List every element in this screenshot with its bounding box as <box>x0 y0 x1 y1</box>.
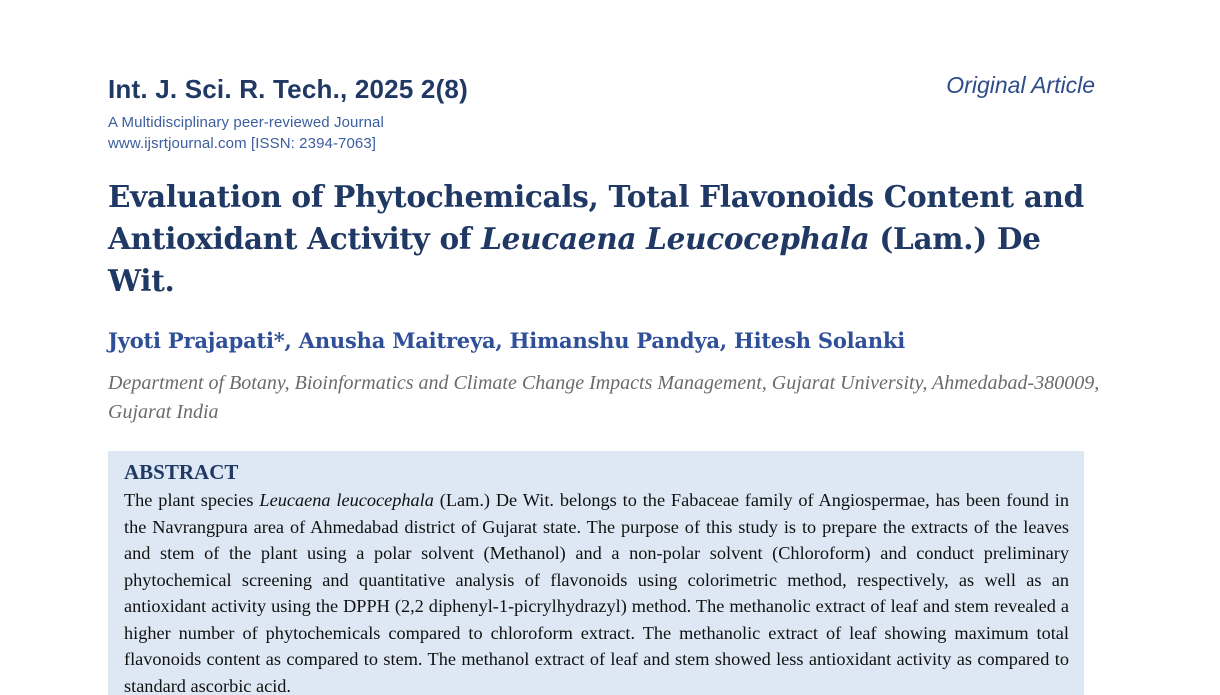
abstract-heading: ABSTRACT <box>124 460 239 484</box>
paper-title-part2: (Lam.) De Wit. <box>108 221 1041 298</box>
article-type-label: Original Article <box>946 72 1095 98</box>
abstract-species: Leucaena leucocephala <box>259 490 434 510</box>
abstract-body: (Lam.) De Wit. belongs to the Fabaceae family of Angiospermae, has been found in the Navrangpura area of Ahmedabad district of Gujarat state. The purpose of this study is to prepare the extracts of the leaves and stem of the plant using a polar solvent (Methanol) and a non-polar solvent (Chloroform) and conduct preliminary phytochemical screening and quantitative analysis of flavonoids using colorimetric method, respectively, as well as an antioxidant activity using the DPPH (2,2 diphenyl-1-picrylhydrazyl) method. The methanolic extract of leaf and stem revealed a higher number of phytochemicals compared to chloroform extract. The methanolic extract of leaf showing maximum total flavonoids content as compared to stem. The methanol extract of leaf and stem showed less antioxidant activity as compared to standard ascorbic acid. <box>124 490 1069 695</box>
paper-title-species: Leucaena Leucocephala <box>481 221 870 256</box>
author-list: Jyoti Prajapati*, Anusha Maitreya, Himanshu Pandya, Hitesh Solanki <box>108 328 906 353</box>
abstract-intro: The plant species <box>124 490 260 510</box>
paper-title-part1: Evaluation of Phytochemicals, Total Flavonoids Content and Antioxidant Activity of <box>108 179 1084 256</box>
journal-subtitle: A Multidisciplinary peer-reviewed Journal <box>108 114 384 131</box>
paper-title <box>108 176 1108 302</box>
journal-title: Int. J. Sci. R. Tech., 2025 2(8) <box>108 74 468 104</box>
journal-website-link[interactable]: www.ijsrtjournal.com [ISSN: 2394-7063] <box>108 135 377 152</box>
author-affiliation: Department of Botany, Bioinformatics and Climate Change Impacts Management, Gujarat University, Ahmedabad-380009, Gujarat India <box>108 372 1100 423</box>
abstract-text <box>124 487 1069 695</box>
abstract-section <box>108 451 1084 695</box>
